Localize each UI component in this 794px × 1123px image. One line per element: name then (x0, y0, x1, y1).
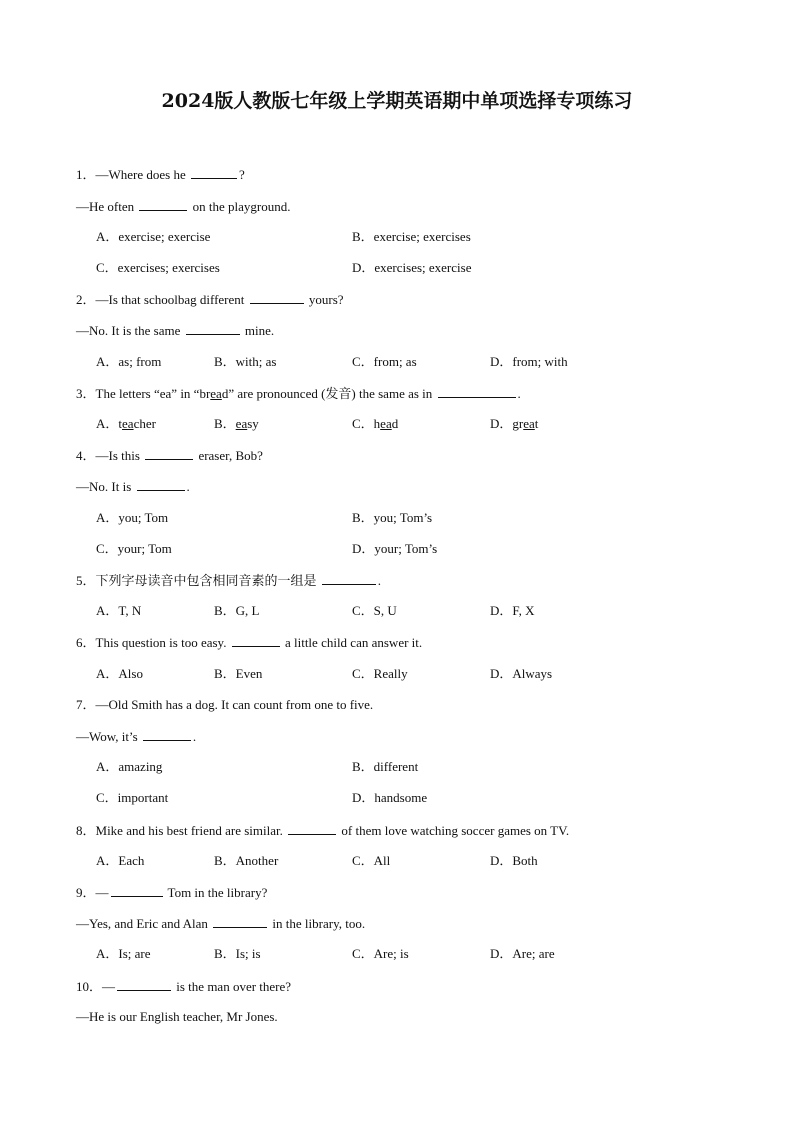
question-2-option-d[interactable]: D．from; with (490, 354, 568, 369)
question-7-option-d[interactable]: D．handsome (352, 790, 428, 805)
question-1-stem: 1．—Where does he ? (76, 167, 245, 182)
question-7-stem: 7．—Old Smith has a dog. It can count from one to five. (76, 697, 374, 712)
answer-blank (137, 478, 185, 491)
question-3-stem: 3．The letters “ea” in “bread” are pronounced (发音) the same as in . (76, 386, 521, 401)
answer-blank (139, 198, 187, 211)
question-10-reply: —He is our English teacher, Mr Jones. (76, 1009, 278, 1024)
answer-blank (213, 915, 267, 928)
answer-blank (438, 385, 516, 398)
question-4-stem: 4．—Is this eraser, Bob? (76, 448, 263, 463)
question-3-option-d[interactable]: D．great (490, 416, 539, 431)
question-2-reply: —No. It is the same mine. (76, 323, 275, 338)
answer-blank (117, 978, 171, 991)
question-9-option-c[interactable]: C．Are; is (352, 946, 409, 961)
question-4-option-a[interactable]: A．you; Tom (96, 510, 169, 525)
question-9-stem: 9．— Tom in the library? (76, 885, 268, 900)
question-9-option-a[interactable]: A．Is; are (96, 946, 151, 961)
question-1-reply: —He often on the playground. (76, 199, 291, 214)
question-8-option-b[interactable]: B．Another (214, 853, 279, 868)
question-4-option-d[interactable]: D．your; Tom’s (352, 541, 438, 556)
question-8-option-a[interactable]: A．Each (96, 853, 145, 868)
question-3-option-a[interactable]: A．teacher (96, 416, 156, 431)
question-7-option-b[interactable]: B．different (352, 759, 419, 774)
question-5-option-a[interactable]: A．T, N (96, 603, 142, 618)
question-10-stem: 10．— is the man over there? (76, 979, 292, 994)
answer-blank (186, 322, 240, 335)
question-8-stem: 8．Mike and his best friend are similar. of them love watching soccer games on TV. (76, 823, 570, 838)
question-9-option-b[interactable]: B．Is; is (214, 946, 261, 961)
question-3-option-b[interactable]: B．easy (214, 416, 259, 431)
question-1-option-d[interactable]: D．exercises; exercise (352, 260, 472, 275)
question-2-option-b[interactable]: B．with; as (214, 354, 277, 369)
question-1-option-a[interactable]: A．exercise; exercise (96, 229, 211, 244)
question-6-stem: 6．This question is too easy. a little child can answer it. (76, 635, 423, 650)
question-9-reply: —Yes, and Eric and Alan in the library, too. (76, 916, 366, 931)
question-7-option-a[interactable]: A．amazing (96, 759, 163, 774)
question-6-option-c[interactable]: C．Really (352, 666, 408, 681)
question-3-option-c[interactable]: C．head (352, 416, 399, 431)
question-6-option-d[interactable]: D．Always (490, 666, 553, 681)
answer-blank (322, 572, 376, 585)
answer-blank (191, 166, 237, 179)
question-7-option-c[interactable]: C．important (96, 790, 169, 805)
question-9-option-d[interactable]: D．Are; are (490, 946, 555, 961)
question-2-stem: 2．—Is that schoolbag different yours? (76, 292, 344, 307)
answer-blank (111, 884, 163, 897)
question-8-option-d[interactable]: D．Both (490, 853, 538, 868)
question-4-option-b[interactable]: B．you; Tom’s (352, 510, 433, 525)
question-5-option-b[interactable]: B．G, L (214, 603, 260, 618)
question-7-reply: —Wow, it’s . (76, 729, 197, 744)
question-2-option-c[interactable]: C．from; as (352, 354, 417, 369)
question-5-option-c[interactable]: C．S, U (352, 603, 397, 618)
answer-blank (232, 634, 280, 647)
question-6-option-b[interactable]: B．Even (214, 666, 263, 681)
answer-blank (250, 291, 304, 304)
page-title: 2024版人教版七年级上学期英语期中单项选择专项练习 (161, 90, 633, 112)
question-6-option-a[interactable]: A．Also (96, 666, 143, 681)
question-1-option-c[interactable]: C．exercises; exercises (96, 260, 220, 275)
answer-blank (143, 728, 191, 741)
question-4-option-c[interactable]: C．your; Tom (96, 541, 172, 556)
question-5-option-d[interactable]: D．F, X (490, 603, 535, 618)
question-1-option-b[interactable]: B．exercise; exercises (352, 229, 471, 244)
answer-blank (145, 447, 193, 460)
question-2-option-a[interactable]: A．as; from (96, 354, 162, 369)
question-4-reply: —No. It is . (76, 479, 190, 494)
question-8-option-c[interactable]: C．All (352, 853, 391, 868)
answer-blank (288, 822, 336, 835)
question-5-stem: 5．下列字母读音中包含相同音素的一组是 . (76, 573, 382, 588)
